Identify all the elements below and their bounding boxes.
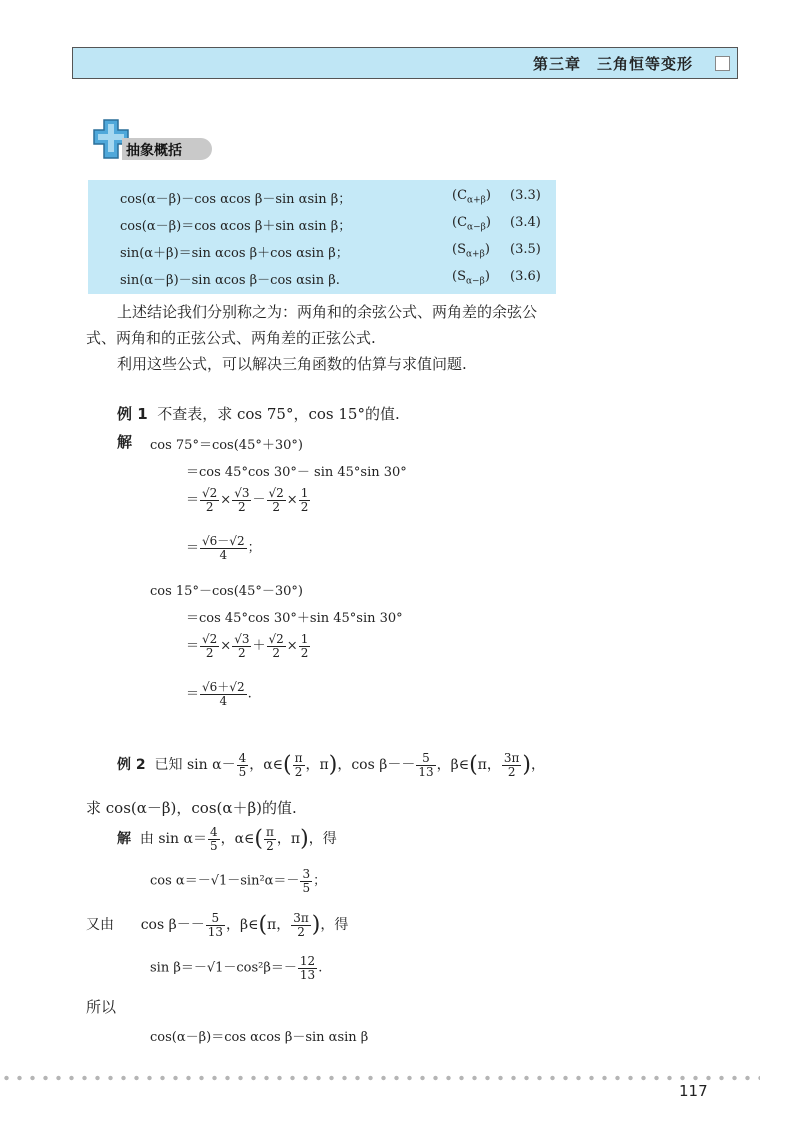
example-2-ask: 求 cos(α－β)，cos(α＋β)的值.: [86, 799, 297, 817]
page-number: 117: [679, 1082, 708, 1100]
ex1-line-values-75: ＝ $\frac{√2}{2}$ × $\frac{√3}{2}$ － $\frac{√2}{2}$ × $\frac{1}{2}$: [186, 486, 309, 514]
ex1-line-cos15: cos 15°－cos(45°－30°): [150, 584, 303, 599]
formula-number: (3.3): [510, 188, 541, 203]
ex2-so: 所以: [86, 998, 117, 1016]
formula-tag: $(S_{\alpha-\beta})$: [452, 269, 490, 287]
example-1-solution-label: 解: [117, 433, 133, 451]
formula-expr: sin(α＋β)＝sin αcos β＋cos αsin β；: [120, 246, 349, 261]
formula-expr: cos(α－β)－cos αcos β－sin αsin β；: [120, 192, 352, 207]
formula-number: (3.6): [510, 269, 541, 284]
ex1-result-75: ＝ $\frac{√6-√2}{4}$ ；: [186, 534, 261, 562]
ex1-line-values-15: ＝ $\frac{√2}{2}$ × $\frac{√3}{2}$ ＋ $\frac{√2}{2}$ × $\frac{1}{2}$: [186, 632, 309, 660]
formula-tag: $(S_{\alpha+\beta})$: [452, 242, 490, 260]
example-1-question: 不查表，求 cos 75°，cos 15°的值.: [157, 405, 400, 423]
section-badge: [92, 118, 212, 164]
chapter-header-bar: [72, 47, 738, 79]
ex1-line-expand-75: ＝cos 45°cos 30°－ sin 45°sin 30°: [186, 465, 407, 480]
intro-line-2: 式、两角和的正弦公式、两角差的正弦公式.: [86, 329, 376, 347]
example-2-header: [117, 752, 545, 778]
formula-expr: sin(α－β)－sin αcos β－cos αsin β.: [120, 273, 340, 288]
formula-row: [120, 212, 550, 236]
formula-number: (3.4): [510, 215, 541, 230]
ex2-cos-alpha: cos α＝－√1－sin²α＝－ $\frac{3}{5}$ ；: [150, 867, 327, 895]
ex1-result-15: ＝ $\frac{√6+√2}{4}$ .: [186, 680, 252, 708]
header-square-decoration: [715, 56, 730, 71]
ex2-final-formula: cos(α－β)＝cos αcos β－sin αsin β: [150, 1030, 369, 1045]
formula-number: (3.5): [510, 242, 541, 257]
ex2-sin-beta: sin β＝－√1－cos²β＝－ $\frac{12}{13}$ .: [150, 954, 323, 982]
ex1-line-cos75: cos 75°＝cos(45°＋30°): [150, 438, 303, 453]
example-1-label: 例 1: [117, 405, 148, 423]
intro-line-3: 利用这些公式，可以解决三角函数的估算与求值问题.: [117, 355, 467, 373]
ex2-solution-step1: 解 由 sin α＝ $\frac{4}{5}$ ，α∈( $\frac{\pi}{2}$ ，π)，得: [117, 825, 337, 853]
formula-tag: $(C_{\alpha-\beta})$: [452, 215, 491, 233]
formula-row: [120, 239, 550, 263]
chapter-title: 第三章 三角恒等变形: [532, 55, 693, 73]
ex2-step2: 又由 cos β－－ $\frac{5}{13}$ ，β∈(π， $\frac{3\pi}{2}$ )，得: [86, 911, 349, 939]
example-2-label: 例 2: [117, 757, 146, 774]
formula-tag: $(C_{\alpha+\beta})$: [452, 188, 491, 206]
ex1-line-expand-15: ＝cos 45°cos 30°＋sin 45°sin 30°: [186, 611, 403, 626]
badge-label-bg: [122, 138, 212, 160]
formula-row: [120, 185, 550, 209]
example-1-header: [117, 402, 400, 426]
formula-row: [120, 266, 550, 290]
intro-line-1: 上述结论我们分别称之为：两角和的余弦公式、两角差的余弦公: [117, 303, 538, 321]
example-2-condition: 已知 sin α－ $\frac{4}{5}$ ，α∈( $\frac{\pi}{2}$ ，π)，cos β－－ $\frac{5}{13}$ ，β∈(π， $\frac{3\pi}{2}$ )，: [154, 751, 545, 779]
footer-dotted-line: [0, 1075, 760, 1081]
formula-box: [88, 180, 556, 294]
badge-label: 抽象概括: [126, 143, 182, 159]
formula-expr: cos(α－β)＝cos αcos β＋sin αsin β；: [120, 219, 352, 234]
